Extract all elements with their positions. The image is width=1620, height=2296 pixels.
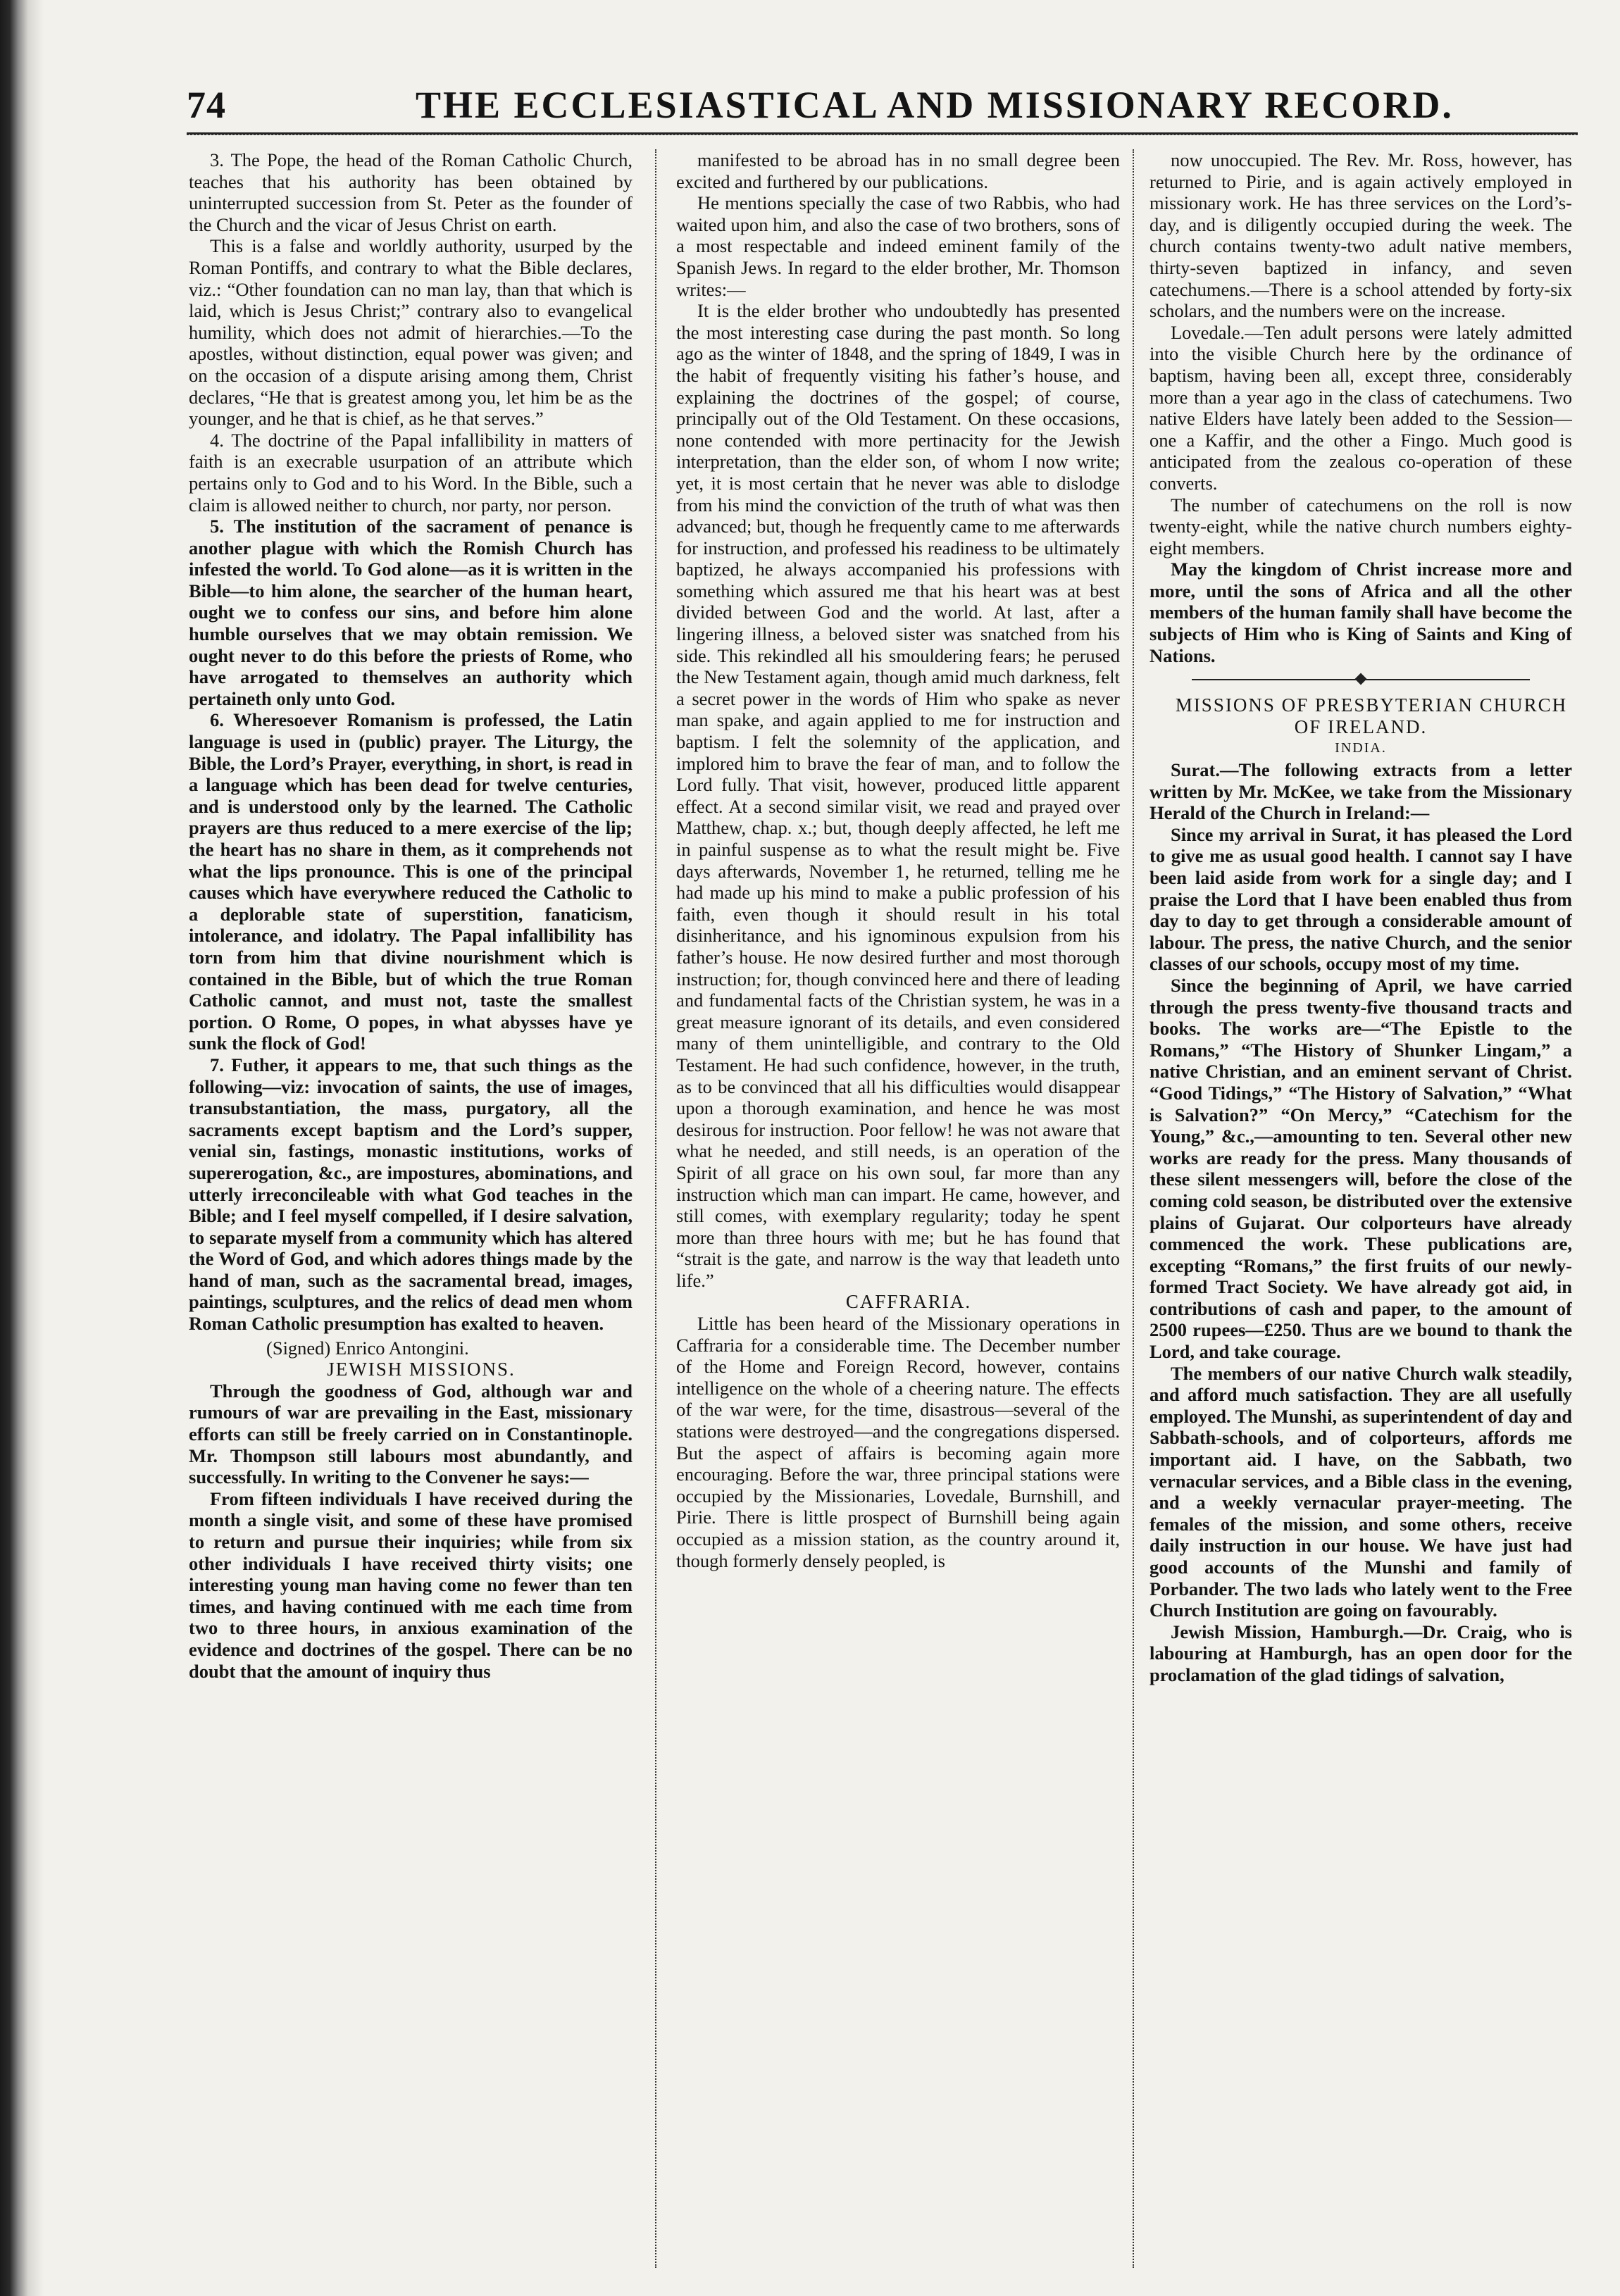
- signature-line: (Signed) Enrico Antongini.: [266, 1337, 469, 1359]
- section-heading-presbyterian: MISSIONS OF PRESBYTERIAN CHURCH OF IRELAND.: [1175, 694, 1568, 737]
- paragraph: 3. The Pope, the head of the Roman Catholic Church, teaches that his authority has been obtained by uninterrupted succession from St. Peter as the founder of the Church and the vicar of Jesus Christ on earth.: [189, 149, 633, 235]
- subheading-india: INDIA.: [1335, 740, 1387, 756]
- paragraph: 4. The doctrine of the Papal infallibility in matters of faith is an execrable usurpation of an attribute which pertains only to God and to his Word. In the Bible, such a claim is allowed neither to church, nor party, nor person.: [189, 429, 633, 516]
- paragraph: manifested to be abroad has in no small degree been excited and furthered by our publications.: [676, 149, 1120, 192]
- page-title: THE ECCLESIASTICAL AND MISSIONARY RECORD.: [416, 84, 1454, 126]
- column-middle: [676, 149, 1120, 2268]
- paragraph: From fifteen individuals I have received during the month a single visit, and some of these have promised to return and pursue their inquiries; while from six other individuals I have received thirty visits; one interesting young man having come no fewer than ten times, and having continued with me each time from two to three hours, in anxious examination of the evidence and doctrines of the gospel. There can be no doubt that the amount of inquiry thus: [189, 1487, 633, 1682]
- paragraph: It is the elder brother who undoubtedly has presented the most interesting case during the past month. So long ago as the winter of 1848, and the spring of 1849, I was in the habit of frequently visiting his father’s house, and explaining the doctrines of the gospel; of course, principally out of the Old Testament. On these occasions, none contended with more pertinacity for the Jewish interpretation, than the elder son, of whom I now write; yet, it is most certain that he never was able to dislodge from his mind the conviction of the truth of what was then advanced; but, though he frequently came to me afterwards for instruction, and professed his readiness to be ultimately baptized, he always accompanied his professions with something which assured me that his heart was at best divided between God and the world. At last, after a lingering illness, a beloved sister was snatched from his side. This rekindled all his smouldering fears; he perused the New Testament again, though amid much darkness, felt a secret power in the words of Him who spake as never man spake, and again applied to me for instruction and baptism. I felt the solemnity of the application, and implored him to brave the fear of man, and to follow the Lord fully. That visit, however, produced little apparent effect. At a second similar visit, we read and prayed over Matthew, chap. x.; but, though deeply affected, he left me in painful suspense as to what the result might be. Five days afterwards, November 1, he returned, telling me he had made up his mind to make a public profession of his faith, even though it should result in his total disinheritance, and his ignominous expulsion from his father’s house. He now desired further and most thorough instruction; for, though convinced here and there of leading and fundamental facts of the Christian system, he was in a great measure ignorant of its details, and even considered many of them unintelligible, and contrary to the Old Testament. He had such confidence, however, in the truth, as to be convinced that all his difficulties would disappear upon a thorough examination, and hence he was most desirous for instruction. Poor fellow! he was not aware that what he needed, and still needs, is an operation of the Spirit of all grace on his own soul, far more than any instruction which man can impart. He came, however, and still comes, with exemplary regularity; today he spent more than three hours with me; but he has found that “strait is the gate, and narrow is the way that leadeth unto life.”: [676, 300, 1120, 1291]
- header-rule: [187, 132, 1578, 135]
- paragraph: 5. The institution of the sacrament of penance is another plague with which the Romish Church has infested the world. To God alone—as it is written in the Bible—to him alone, the searcher of the human heart, ought we to confess our sins, and before him alone humble ourselves that we may obtain remission. We ought never to do this before the priests of Rome, who have arrogated to themselves an authority which pertaineth only unto God.: [189, 516, 633, 709]
- paragraph: Little has been heard of the Missionary operations in Caffraria for a considerable time. The December number of the Home and Foreign Record, however, contains intelligence on the whole of a cheering nature. The effects of the war were, for the time, disastrous—several of the stations were destroyed—and the congregations dispersed. But the aspect of affairs is becoming again more encouraging. Before the war, three principal stations were occupied by the Missionaries, Lovedale, Burnshill, and Pirie. There is little prospect of Burnshill being again occupied as a mission station, as the country around it, though formerly densely peopled, is: [676, 1313, 1120, 1571]
- ornament-diamond-icon: [1355, 673, 1367, 685]
- paragraph: The number of catechumens on the roll is now twenty-eight, while the native church numbers eighty-eight members.: [1149, 494, 1572, 559]
- paragraph: Since my arrival in Surat, it has pleased the Lord to give me as usual good health. I cannot say I have been laid aside from work for a single day; and I praise the Lord that I have been enabled thus from day to day to get through a considerable amount of labour. The press, the native Church, and the senior classes of our schools, occupy most of my time.: [1149, 823, 1572, 975]
- column-left: [189, 149, 633, 2268]
- paragraph: This is a false and worldly authority, usurped by the Roman Pontiffs, and contrary to what the Bible declares, viz.: “Other foundation can no man lay, than that which is laid, which is Jesus Christ;” contrary also to evangelical humility, which does not admit of hierarchies.—To the apostles, without distinction, equal power was given; and on the occasion of a dispute arising among them, Christ declares, “He that is greatest among you, let him be as the younger, and he that is chief, as he that serves.”: [189, 235, 633, 430]
- paragraph: Since the beginning of April, we have carried through the press twenty-five thousand tracts and books. The works are—“The Epistle to the Romans,” “The History of Shunker Lingam,” a native Christian, and an eminent servant of Christ. “Good Tidings,” “The History of Salvation,” “What is Salvation?” “On Mercy,” “Catechism for the Young,” &c.,—amounting to ten. Several other new works are ready for the press. Many thousands of these silent messengers will, before the close of the coming cold season, be distributed over the extensive plains of Gujarat. Our colporteurs have already commenced the work. These publications are, excepting “Romans,” the first fruits of our newly-formed Tract Society. We have already got aid, in contributions of cash and paper, to the amount of 2500 rupees—£250. Thus are we bound to thank the Lord, and take courage.: [1149, 974, 1572, 1363]
- paragraph: Jewish Mission, Hamburgh.—Dr. Craig, who is labouring at Hamburgh, has an open door for the proclamation of the glad tidings of salvation,: [1149, 1621, 1572, 1685]
- paragraph: Surat.—The following extracts from a letter written by Mr. McKee, we take from the Missionary Herald of the Church in Ireland:—: [1149, 759, 1572, 824]
- column-divider: [655, 149, 656, 2268]
- page-binding-edge: [0, 0, 44, 2296]
- paragraph: The members of our native Church walk steadily, and afford much satisfaction. They are all usefully employed. The Munshi, as superintendent of day and Sabbath-schools, and of colporteurs, affords me important aid. I have, on the Sabbath, two vernacular services, and a Bible class in the evening, and a weekly vernacular prayer-meeting. The females of the mission, and some others, receive daily instruction in our house. We have just had good accounts of the Munshi and family of Porbander. The two lads who lately went to the Free Church Institution are going on favourably.: [1149, 1362, 1572, 1621]
- paragraph: May the kingdom of Christ increase more and more, until the sons of Africa and all the other members of the human family shall have become the subjects of Him who is King of Saints and King of Nations.: [1149, 559, 1572, 666]
- column-divider: [1133, 149, 1134, 2268]
- section-heading-caffraria: CAFFRARIA.: [845, 1291, 972, 1313]
- paragraph: 6. Wheresoever Romanism is professed, the Latin language is used in (public) prayer. The Liturgy, the Bible, the Lord’s Prayer, everything, in short, is read in a language which has been dead for twelve centuries, and is understood only by the learned. The Catholic prayers are thus reduced to a mere exercise of the lip; the heart has no share in them, as it comprehends not what the lips pronounce. This is one of the principal causes which have everywhere reduced the Catholic to a deplorable state of superstition, fanaticism, intolerance, and idolatry. The Papal infallibility has torn from him that divine nourishment which is contained in the Bible, but of which the true Roman Catholic cannot, and must not, taste the smallest portion. O Rome, O popes, in what abysses have ye sunk the flock of God!: [189, 709, 633, 1054]
- section-heading-jewish-missions: JEWISH MISSIONS.: [327, 1359, 516, 1380]
- paragraph: Lovedale.—Ten adult persons were lately admitted into the visible Church here by the ordinance of baptism, having been all, except three, considerably more than a year ago in the class of catechumens. Two native Elders have lately been added to the Session—one a Kaffir, and the other a Fingo. Much good is anticipated from the zealous co-operation of these converts.: [1149, 321, 1572, 494]
- paragraph: now unoccupied. The Rev. Mr. Ross, however, has returned to Pirie, and is again actively employed in missionary work. He has three services on the Lord’s-day, and is diligently occupied during the week. The church contains twenty-two adult native members, thirty-seven baptized in infancy, and seven catechumens.—There is a school attended by forty-six scholars, and the numbers were on the increase.: [1149, 149, 1572, 322]
- page-header: [187, 83, 1578, 146]
- paragraph: 7. Futher, it appears to me, that such things as the following—viz: invocation of saints, the use of images, transubstantiation, the mass, purgatory, all the sacraments except baptism and the Lord’s supper, venial sin, fastings, monastic institutions, works of supererogation, &c., are impostures, abominations, and utterly irreconcileable with what God teaches in the Bible; and I feel myself compelled, if I desire salvation, to separate myself from a community which has altered the Word of God, and which adores things made by the hand of man, such as the sacramental bread, images, paintings, sculptures, and the relics of dead men whom Roman Catholic presumption has exalted to heaven.: [189, 1054, 633, 1335]
- page-number: 74: [187, 84, 226, 126]
- paragraph: Through the goodness of God, although war and rumours of war are prevailing in the East, missionary efforts can still be freely carried on in Constantinople. Mr. Thompson still labours most abundantly, and successfully. In writing to the Convener he says:—: [189, 1380, 633, 1488]
- section-ornament-rule: [1149, 675, 1572, 685]
- paragraph: He mentions specially the case of two Rabbis, who had waited upon him, and also the case of two brothers, sons of a most respectable and indeed eminent family of the Spanish Jews. In regard to the elder brother, Mr. Thomson writes:—: [676, 192, 1120, 300]
- column-right: [1149, 149, 1572, 2268]
